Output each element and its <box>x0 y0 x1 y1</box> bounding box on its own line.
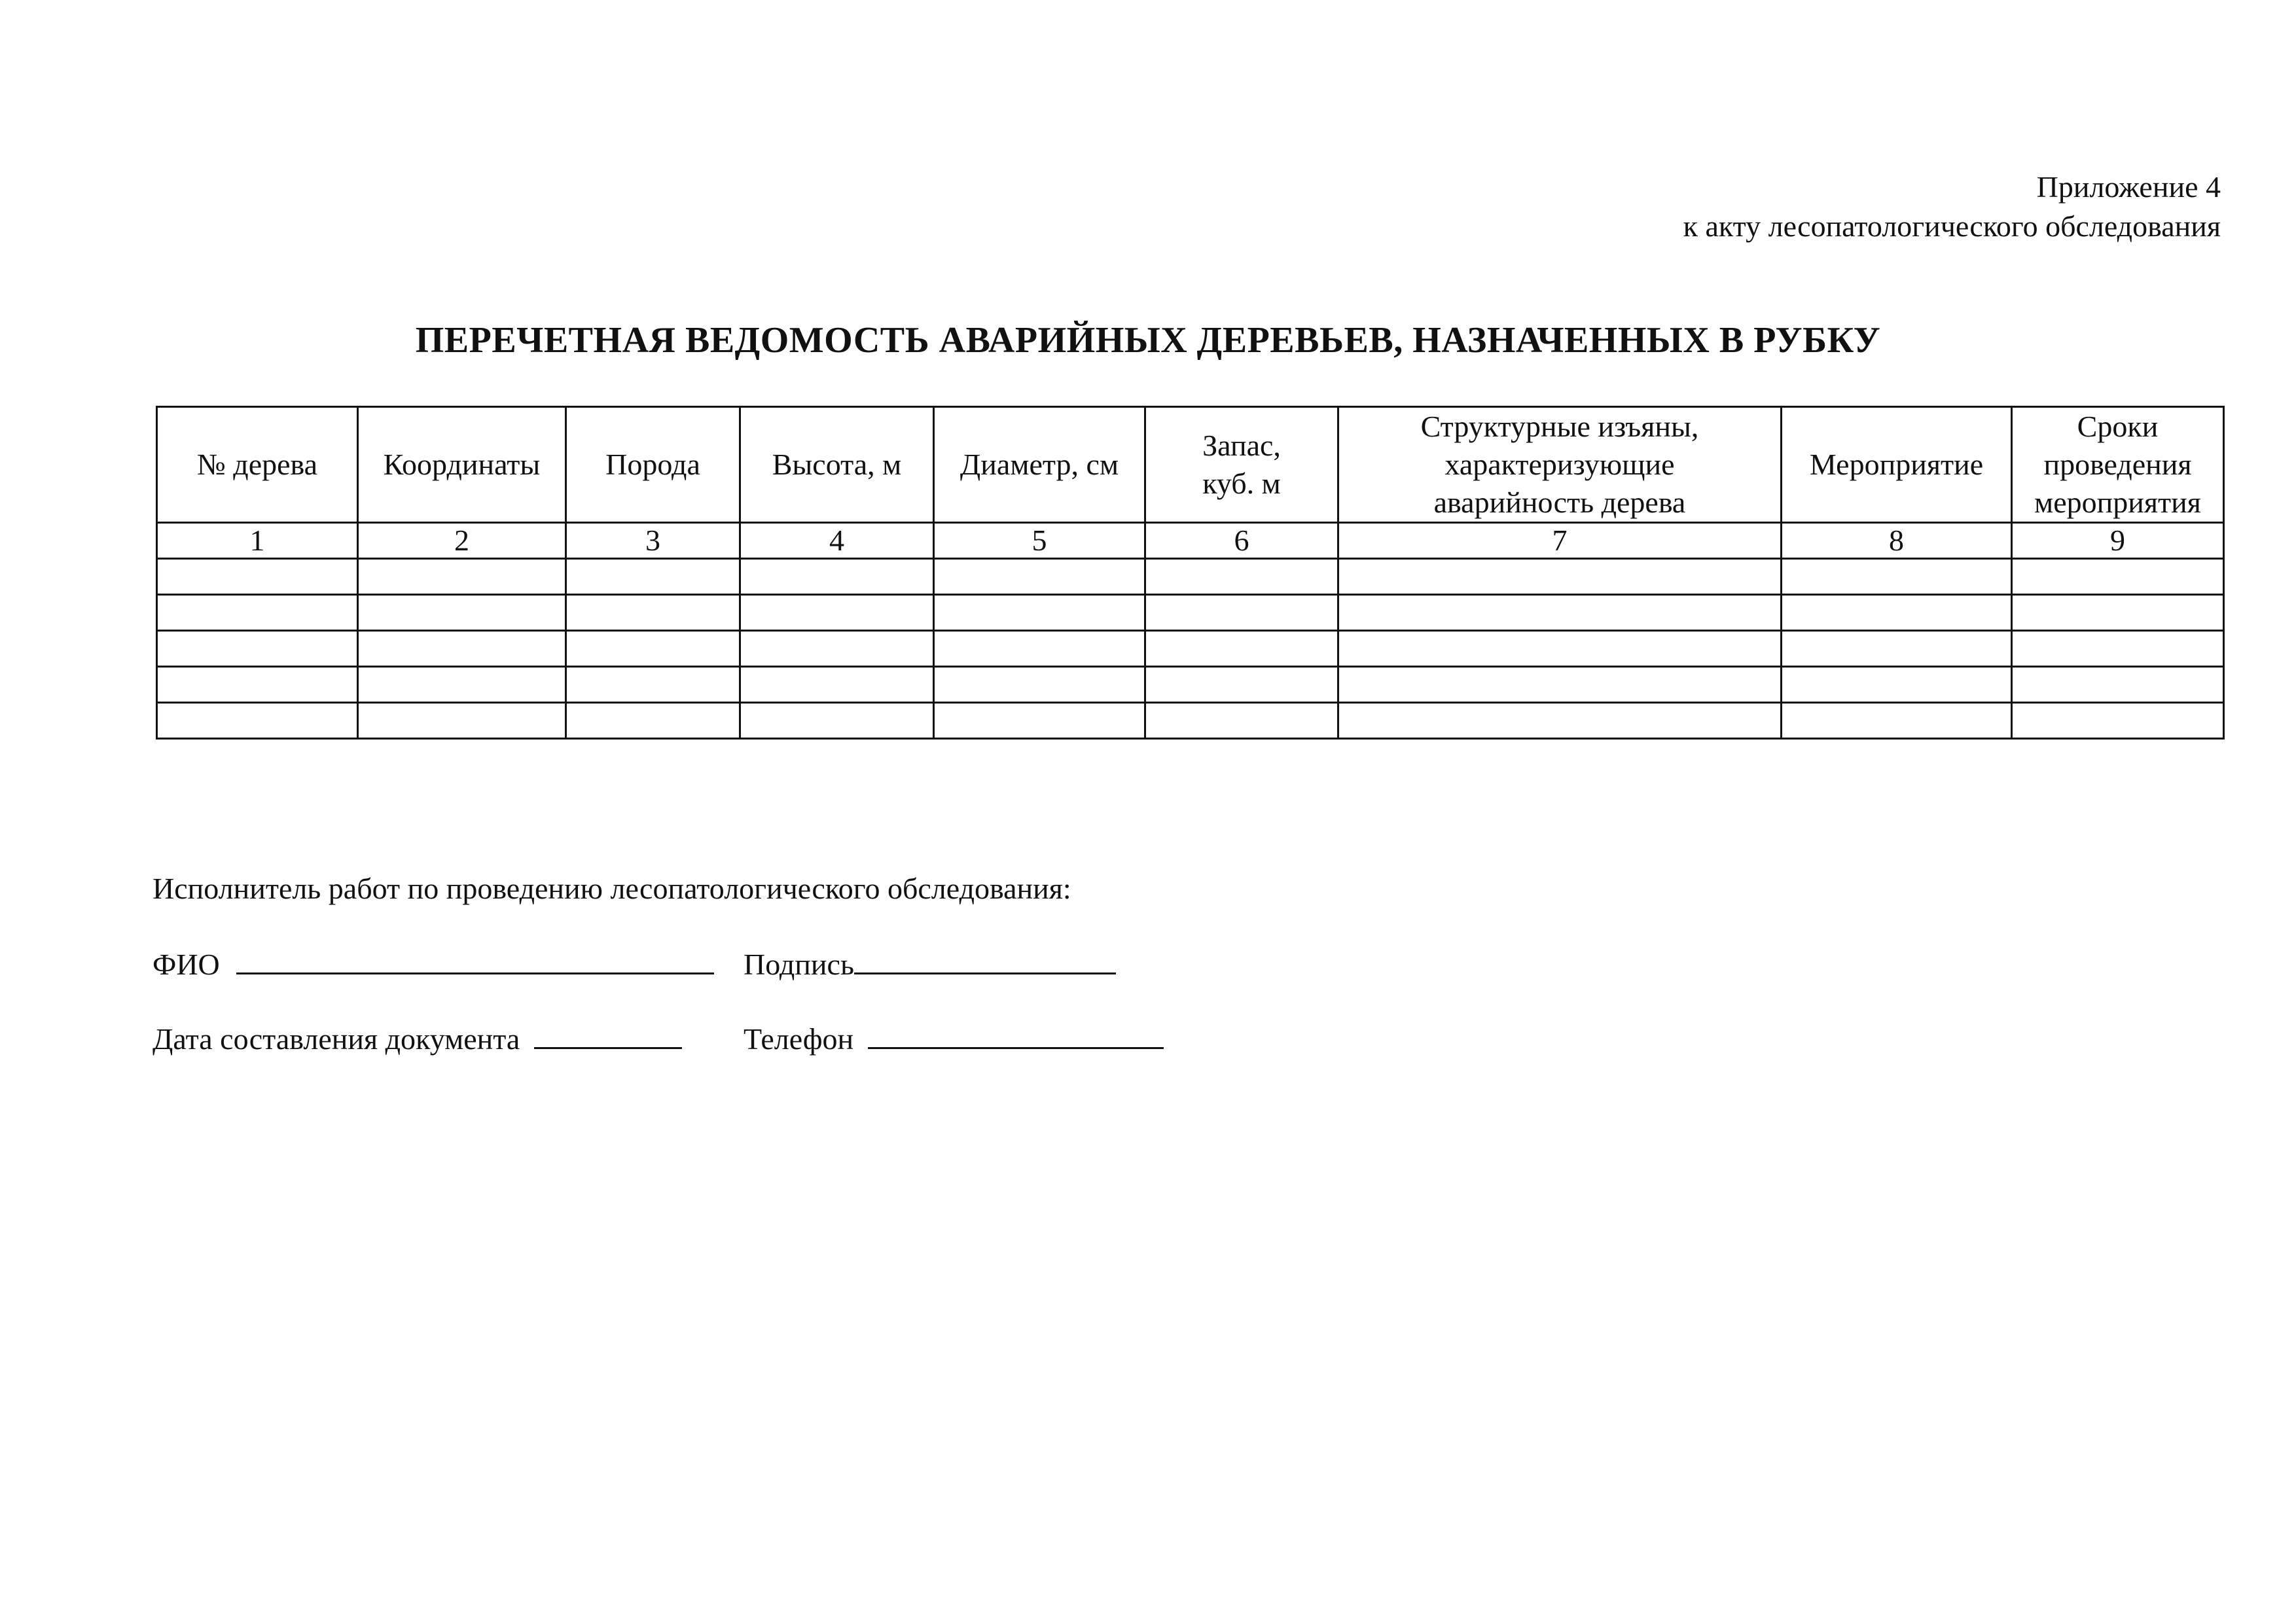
table-cell <box>934 631 1145 667</box>
column-number: 1 <box>157 523 358 559</box>
table-cell <box>740 667 934 703</box>
table-cell <box>740 559 934 595</box>
table-header-row <box>157 407 2224 523</box>
fio-field[interactable] <box>236 942 714 974</box>
table-cell <box>566 667 740 703</box>
column-number: 2 <box>358 523 566 559</box>
column-number: 6 <box>1145 523 1338 559</box>
table-cell <box>1782 667 2012 703</box>
table-cell <box>358 559 566 595</box>
column-number: 3 <box>566 523 740 559</box>
table-row <box>157 631 2224 667</box>
column-header-diameter: Диаметр, см <box>934 407 1145 523</box>
column-header-species: Порода <box>566 407 740 523</box>
appendix-reference <box>1683 168 2221 246</box>
table-cell <box>740 631 934 667</box>
table-cell <box>934 703 1145 739</box>
table-cell <box>1782 703 2012 739</box>
column-number: 8 <box>1782 523 2012 559</box>
document-date-field[interactable] <box>534 1017 682 1049</box>
table-cell <box>934 595 1145 631</box>
table-cell <box>566 631 740 667</box>
table-cell <box>1782 559 2012 595</box>
table-cell <box>740 703 934 739</box>
table-cell <box>2012 667 2224 703</box>
table-cell <box>1338 703 1782 739</box>
table-cell <box>1145 631 1338 667</box>
column-header-deadline: Сроки проведения мероприятия <box>2012 407 2224 523</box>
table-cell <box>1145 667 1338 703</box>
table-cell <box>358 595 566 631</box>
table-cell <box>1338 631 1782 667</box>
table-cell <box>934 667 1145 703</box>
table-cell <box>740 595 934 631</box>
table-cell <box>1145 703 1338 739</box>
column-number: 5 <box>934 523 1145 559</box>
date-group <box>152 1017 682 1059</box>
table-cell <box>934 559 1145 595</box>
table-cell <box>1338 595 1782 631</box>
phone-field[interactable] <box>868 1017 1164 1049</box>
document-date-label: Дата составления документа <box>152 1022 520 1056</box>
table-cell <box>157 667 358 703</box>
table-cell <box>157 631 358 667</box>
table-row <box>157 559 2224 595</box>
table-cell <box>1782 595 2012 631</box>
table-cell <box>2012 559 2224 595</box>
fio-group <box>152 942 714 984</box>
signature-label: Подпись <box>744 948 854 981</box>
table-row <box>157 595 2224 631</box>
table-cell <box>157 595 358 631</box>
emergency-trees-table <box>156 406 2225 740</box>
table-cell <box>358 703 566 739</box>
table-cell <box>566 703 740 739</box>
appendix-number: Приложение 4 <box>2036 170 2221 204</box>
table-cell <box>1782 631 2012 667</box>
table-cell <box>358 667 566 703</box>
table-row <box>157 667 2224 703</box>
column-number: 4 <box>740 523 934 559</box>
appendix-act-reference: к акту лесопатологического обследования <box>1683 209 2221 243</box>
phone-label: Телефон <box>744 1022 854 1056</box>
table-cell <box>157 703 358 739</box>
column-header-height: Высота, м <box>740 407 934 523</box>
column-number: 9 <box>2012 523 2224 559</box>
table-cell <box>1145 595 1338 631</box>
table-cell <box>1338 559 1782 595</box>
column-header-coordinates: Координаты <box>358 407 566 523</box>
table-row <box>157 703 2224 739</box>
table-cell <box>1145 559 1338 595</box>
document-title: ПЕРЕЧЕТНАЯ ВЕДОМОСТЬ АВАРИЙНЫХ ДЕРЕВЬЕВ, НАЗНАЧЕННЫХ В РУБКУ <box>415 320 1881 361</box>
table-cell <box>2012 595 2224 631</box>
table-cell <box>2012 703 2224 739</box>
table-cell <box>2012 631 2224 667</box>
column-header-volume: Запас, куб. м <box>1145 407 1338 523</box>
column-number-row <box>157 523 2224 559</box>
signature-field[interactable] <box>854 942 1116 974</box>
table-cell <box>566 595 740 631</box>
table-cell <box>157 559 358 595</box>
fio-label: ФИО <box>152 948 220 981</box>
column-header-tree-number: № дерева <box>157 407 358 523</box>
table-cell <box>358 631 566 667</box>
table-cell <box>566 559 740 595</box>
column-header-measure: Мероприятие <box>1782 407 2012 523</box>
phone-group <box>744 1017 1164 1059</box>
table-cell <box>1338 667 1782 703</box>
signature-group <box>744 942 1116 984</box>
column-number: 7 <box>1338 523 1782 559</box>
executor-heading: Исполнитель работ по проведению лесопатологического обследования: <box>152 872 1071 905</box>
column-header-structural-defects: Структурные изъяны, характеризующие аварийность дерева <box>1338 407 1782 523</box>
